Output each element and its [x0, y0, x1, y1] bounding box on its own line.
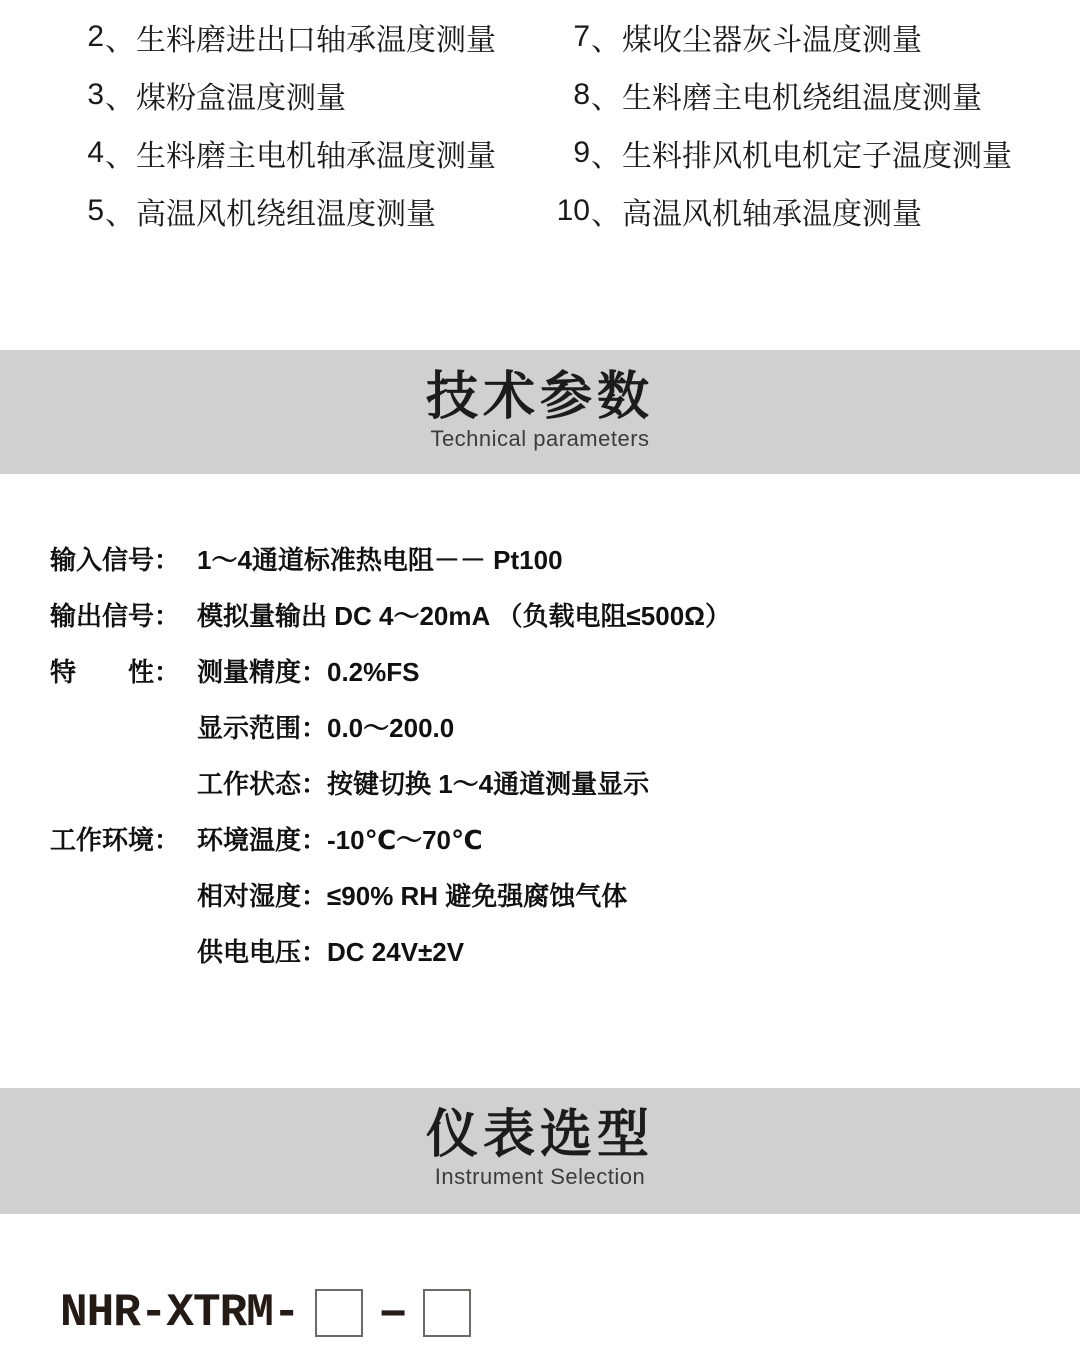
- model-code: [60, 1285, 471, 1341]
- spec-value: 显示范围：0.0～200.0: [197, 712, 455, 743]
- spec-row-ambient-temperature: [50, 810, 1050, 866]
- application-item: [528, 8, 1068, 66]
- enumeration-mark: 、: [105, 140, 135, 173]
- spec-value: 供电电压：DC 24V±2V: [197, 936, 465, 967]
- application-number: 5: [87, 194, 104, 227]
- application-number: 7: [573, 20, 590, 53]
- application-item: [56, 8, 526, 66]
- enumeration-mark: 、: [591, 198, 621, 231]
- enumeration-mark: 、: [105, 24, 135, 57]
- enumeration-mark: 、: [591, 82, 621, 115]
- application-item: [528, 182, 1068, 240]
- section-title-en: Technical parameters: [430, 426, 650, 451]
- model-option-box-2: [423, 1289, 471, 1337]
- spec-label: 输出信号：: [50, 600, 181, 631]
- enumeration-mark: 、: [105, 82, 135, 115]
- spec-value: 模拟量输出 DC 4～20mA （负载电阻≤500Ω）: [197, 600, 732, 631]
- application-number: 10: [556, 194, 590, 227]
- spec-label: 工作环境：: [50, 824, 181, 855]
- model-prefix: NHR-XTRM-: [60, 1287, 300, 1339]
- spec-label: 输入信号：: [50, 544, 181, 575]
- spec-row-supply-voltage: [50, 922, 1050, 978]
- application-number: 4: [87, 136, 104, 169]
- application-list-left-column: [56, 8, 526, 240]
- spec-value: 工作状态：按键切换 1～4通道测量显示: [197, 768, 650, 799]
- spec-row-input-signal: [50, 530, 1050, 586]
- application-number: 2: [87, 20, 104, 53]
- section-title-zh: 技术参数: [425, 368, 654, 426]
- application-item: [56, 66, 526, 124]
- spec-value: 相对湿度：≤90% RH 避免强腐蚀气体: [197, 880, 628, 911]
- application-text: 生料磨进出口轴承温度测量: [136, 24, 496, 57]
- spec-table: [50, 530, 1050, 978]
- spec-value: 环境温度：-10℃～70℃: [197, 824, 483, 855]
- application-number: 3: [87, 78, 104, 111]
- application-text: 生料磨主电机轴承温度测量: [136, 140, 496, 173]
- spec-row-display-range: [50, 698, 1050, 754]
- spec-value: 1～4通道标准热电阻－－ Pt100: [197, 544, 563, 575]
- application-text: 高温风机轴承温度测量: [622, 198, 922, 231]
- section-title-en: Instrument Selection: [434, 1164, 646, 1189]
- application-item: [56, 124, 526, 182]
- model-option-box-1: [315, 1289, 363, 1337]
- spec-row-characteristics-accuracy: [50, 642, 1050, 698]
- spec-row-output-signal: [50, 586, 1050, 642]
- spec-row-relative-humidity: [50, 866, 1050, 922]
- application-item: [528, 124, 1068, 182]
- application-number: 9: [573, 136, 590, 169]
- enumeration-mark: 、: [591, 24, 621, 57]
- application-item: [56, 182, 526, 240]
- section-title-zh: 仪表选型: [425, 1106, 654, 1164]
- application-text: 生料磨主电机绕组温度测量: [622, 82, 982, 115]
- model-separator-dash: –: [377, 1283, 409, 1342]
- application-number: 8: [573, 78, 590, 111]
- application-text: 煤收尘器灰斗温度测量: [622, 24, 922, 57]
- spec-value: 测量精度：0.2%FS: [197, 656, 420, 687]
- application-text: 高温风机绕组温度测量: [136, 198, 436, 231]
- section-banner-technical-parameters: [0, 350, 1080, 474]
- spec-label: 特 性：: [50, 656, 181, 687]
- enumeration-mark: 、: [105, 198, 135, 231]
- application-text: 生料排风机电机定子温度测量: [622, 140, 1012, 173]
- application-text: 煤粉盒温度测量: [136, 82, 346, 115]
- enumeration-mark: 、: [591, 140, 621, 173]
- section-banner-instrument-selection: [0, 1088, 1080, 1214]
- application-list-right-column: [528, 8, 1068, 240]
- application-item: [528, 66, 1068, 124]
- spec-row-working-state: [50, 754, 1050, 810]
